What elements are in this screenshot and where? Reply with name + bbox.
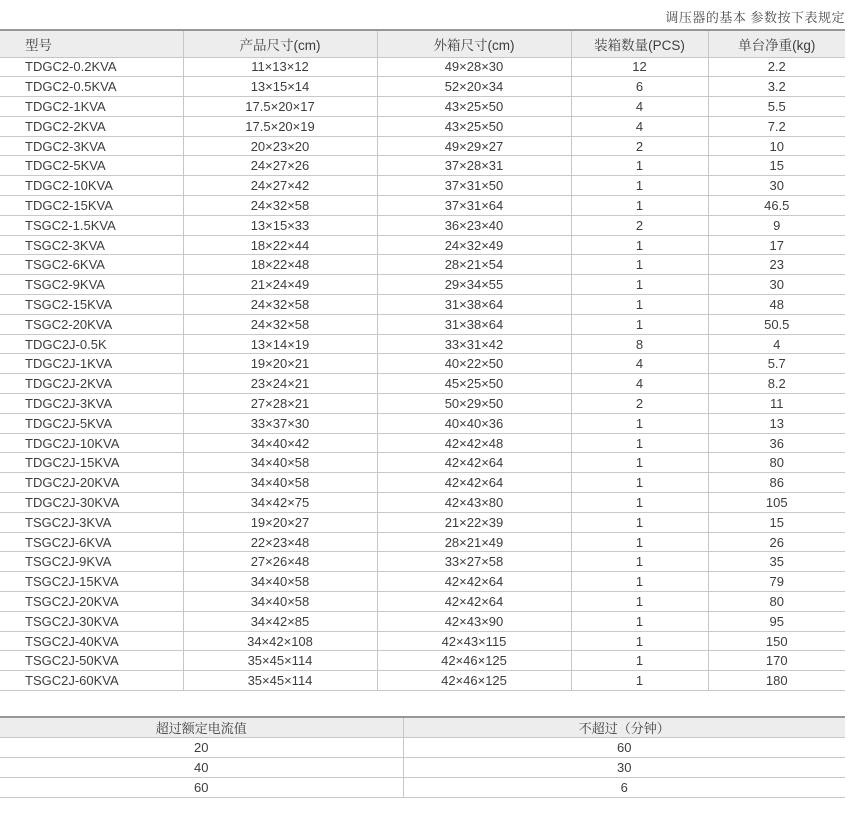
header-row — [0, 30, 845, 57]
cell: 1 — [571, 473, 708, 493]
cell: TDGC2J-1KVA — [0, 354, 183, 374]
cell: 33×31×42 — [377, 334, 571, 354]
cell: 42×42×64 — [377, 592, 571, 612]
cell: 1 — [571, 552, 708, 572]
cell: TSGC2J-30KVA — [0, 611, 183, 631]
table-row — [0, 758, 845, 778]
cell: 1 — [571, 413, 708, 433]
cell: 1 — [571, 255, 708, 275]
cell: 33×37×30 — [183, 413, 377, 433]
cell: 13×15×33 — [183, 215, 377, 235]
cell: 42×42×64 — [377, 453, 571, 473]
cell: 37×28×31 — [377, 156, 571, 176]
cell: TSGC2J-50KVA — [0, 651, 183, 671]
cell: 19×20×21 — [183, 354, 377, 374]
cell: 19×20×27 — [183, 512, 377, 532]
cell: 35×45×114 — [183, 671, 377, 691]
cell: 37×31×50 — [377, 176, 571, 196]
table-row — [0, 778, 845, 798]
cell: 60 — [403, 738, 845, 758]
table-row — [0, 374, 845, 394]
cell: 34×42×108 — [183, 631, 377, 651]
cell: 11×13×12 — [183, 57, 377, 77]
cell: TDGC2-2KVA — [0, 116, 183, 136]
cell: TSGC2J-6KVA — [0, 532, 183, 552]
cell: 1 — [571, 314, 708, 334]
cell: 17.5×20×19 — [183, 116, 377, 136]
cell: TSGC2-9KVA — [0, 275, 183, 295]
cell: 30 — [708, 176, 845, 196]
table-row — [0, 631, 845, 651]
cell: 1 — [571, 275, 708, 295]
cell: TDGC2-5KVA — [0, 156, 183, 176]
cell: TDGC2-1KVA — [0, 97, 183, 117]
column-header-max-minutes: 不超过（分钟） — [403, 717, 845, 738]
cell: 4 — [571, 354, 708, 374]
cell: 45×25×50 — [377, 374, 571, 394]
column-header-packing-qty: 装箱数量(PCS) — [571, 30, 708, 57]
cell: 20 — [0, 738, 403, 758]
cell: 11 — [708, 394, 845, 414]
cell: 34×40×58 — [183, 592, 377, 612]
cell: 1 — [571, 572, 708, 592]
cell: 1 — [571, 295, 708, 315]
cell: 15 — [708, 156, 845, 176]
table-row — [0, 592, 845, 612]
cell: TDGC2J-30KVA — [0, 493, 183, 513]
cell: TDGC2-0.2KVA — [0, 57, 183, 77]
cell: 34×40×58 — [183, 453, 377, 473]
table-row — [0, 671, 845, 691]
cell: TSGC2J-3KVA — [0, 512, 183, 532]
table-row — [0, 532, 845, 552]
table-row — [0, 314, 845, 334]
cell: 1 — [571, 176, 708, 196]
cell: 23×24×21 — [183, 374, 377, 394]
cell: 5.5 — [708, 97, 845, 117]
cell: 3.2 — [708, 77, 845, 97]
cell: 8 — [571, 334, 708, 354]
cell: TSGC2-3KVA — [0, 235, 183, 255]
cell: TDGC2-10KVA — [0, 176, 183, 196]
cell: 150 — [708, 631, 845, 651]
table-row — [0, 493, 845, 513]
table-row — [0, 77, 845, 97]
cell: TSGC2-1.5KVA — [0, 215, 183, 235]
cell: 34×40×58 — [183, 572, 377, 592]
cell: TSGC2J-40KVA — [0, 631, 183, 651]
table-row — [0, 651, 845, 671]
cell: 24×27×26 — [183, 156, 377, 176]
cell: 33×27×58 — [377, 552, 571, 572]
cell: 49×28×30 — [377, 57, 571, 77]
cell: 2 — [571, 136, 708, 156]
cell: TDGC2J-10KVA — [0, 433, 183, 453]
table-row — [0, 552, 845, 572]
table-row — [0, 116, 845, 136]
cell: 27×26×48 — [183, 552, 377, 572]
cell: 37×31×64 — [377, 196, 571, 216]
overload-table-header — [0, 717, 845, 738]
cell: 49×29×27 — [377, 136, 571, 156]
cell: 15 — [708, 512, 845, 532]
overload-table — [0, 716, 845, 798]
cell: 35×45×114 — [183, 651, 377, 671]
cell: 9 — [708, 215, 845, 235]
cell: 1 — [571, 592, 708, 612]
cell: 13×14×19 — [183, 334, 377, 354]
cell: 7.2 — [708, 116, 845, 136]
cell: 42×46×125 — [377, 671, 571, 691]
column-header-carton-size: 外箱尺寸(cm) — [377, 30, 571, 57]
cell: TDGC2J-20KVA — [0, 473, 183, 493]
cell: 50.5 — [708, 314, 845, 334]
cell: 105 — [708, 493, 845, 513]
cell: TSGC2J-60KVA — [0, 671, 183, 691]
cell: 34×42×75 — [183, 493, 377, 513]
cell: 23 — [708, 255, 845, 275]
cell: TDGC2J-5KVA — [0, 413, 183, 433]
table-row — [0, 196, 845, 216]
cell: 30 — [708, 275, 845, 295]
cell: TSGC2-6KVA — [0, 255, 183, 275]
cell: 34×40×42 — [183, 433, 377, 453]
cell: 180 — [708, 671, 845, 691]
cell: 20×23×20 — [183, 136, 377, 156]
cell: 42×42×48 — [377, 433, 571, 453]
cell: TDGC2-15KVA — [0, 196, 183, 216]
column-header-product-size: 产品尺寸(cm) — [183, 30, 377, 57]
cell: 1 — [571, 433, 708, 453]
cell: 4 — [571, 116, 708, 136]
cell: 42×43×115 — [377, 631, 571, 651]
cell: 10 — [708, 136, 845, 156]
cell: 42×42×64 — [377, 473, 571, 493]
cell: 80 — [708, 592, 845, 612]
cell: 29×34×55 — [377, 275, 571, 295]
column-header-net-weight: 单台净重(kg) — [708, 30, 845, 57]
cell: 60 — [0, 778, 403, 798]
cell: 12 — [571, 57, 708, 77]
cell: 50×29×50 — [377, 394, 571, 414]
table-row — [0, 413, 845, 433]
cell: 30 — [403, 758, 845, 778]
cell: 36 — [708, 433, 845, 453]
cell: 1 — [571, 453, 708, 473]
cell: 1 — [571, 631, 708, 651]
table-row — [0, 433, 845, 453]
cell: 24×32×58 — [183, 314, 377, 334]
table-row — [0, 97, 845, 117]
table-row — [0, 136, 845, 156]
column-header-model: 型号 — [0, 30, 183, 57]
table-row — [0, 394, 845, 414]
cell: 28×21×49 — [377, 532, 571, 552]
cell: 24×32×49 — [377, 235, 571, 255]
cell: 21×24×49 — [183, 275, 377, 295]
table-row — [0, 572, 845, 592]
cell: 26 — [708, 532, 845, 552]
cell: 2.2 — [708, 57, 845, 77]
cell: 80 — [708, 453, 845, 473]
cell: 6 — [403, 778, 845, 798]
cell: 17.5×20×17 — [183, 97, 377, 117]
cell: 42×43×80 — [377, 493, 571, 513]
table-row — [0, 295, 845, 315]
table-row — [0, 354, 845, 374]
cell: 46.5 — [708, 196, 845, 216]
cell: 2 — [571, 215, 708, 235]
cell: 48 — [708, 295, 845, 315]
cell: 95 — [708, 611, 845, 631]
cell: 13 — [708, 413, 845, 433]
overload-table-body — [0, 738, 845, 798]
table-row — [0, 473, 845, 493]
cell: 40×40×36 — [377, 413, 571, 433]
table-row — [0, 611, 845, 631]
table-row — [0, 57, 845, 77]
cell: 86 — [708, 473, 845, 493]
cell: 27×28×21 — [183, 394, 377, 414]
cell: 24×32×58 — [183, 196, 377, 216]
spec-table — [0, 29, 845, 691]
cell: 5.7 — [708, 354, 845, 374]
spec-table-header — [0, 30, 845, 57]
cell: TDGC2-0.5KVA — [0, 77, 183, 97]
cell: 1 — [571, 156, 708, 176]
table-row — [0, 255, 845, 275]
cell: 28×21×54 — [377, 255, 571, 275]
cell: 31×38×64 — [377, 295, 571, 315]
table-row — [0, 738, 845, 758]
cell: 1 — [571, 512, 708, 532]
spec-table-body — [0, 57, 845, 691]
cell: 1 — [571, 611, 708, 631]
cell: 21×22×39 — [377, 512, 571, 532]
header-row — [0, 717, 845, 738]
cell: 1 — [571, 493, 708, 513]
cell: 31×38×64 — [377, 314, 571, 334]
cell: 43×25×50 — [377, 116, 571, 136]
cell: TSGC2-15KVA — [0, 295, 183, 315]
page-title: 调压器的基本 参数按下表规定 — [665, 10, 845, 25]
cell: 36×23×40 — [377, 215, 571, 235]
cell: 1 — [571, 651, 708, 671]
cell: 4 — [571, 374, 708, 394]
column-header-over-rated-current: 超过额定电流值 — [0, 717, 403, 738]
cell: TSGC2J-15KVA — [0, 572, 183, 592]
cell: 18×22×44 — [183, 235, 377, 255]
cell: 42×46×125 — [377, 651, 571, 671]
cell: 79 — [708, 572, 845, 592]
cell: 34×42×85 — [183, 611, 377, 631]
cell: 40 — [0, 758, 403, 778]
table-row — [0, 275, 845, 295]
cell: 1 — [571, 196, 708, 216]
table-row — [0, 215, 845, 235]
cell: 22×23×48 — [183, 532, 377, 552]
cell: 8.2 — [708, 374, 845, 394]
cell: 40×22×50 — [377, 354, 571, 374]
table-row — [0, 176, 845, 196]
cell: TSGC2J-9KVA — [0, 552, 183, 572]
cell: TDGC2J-2KVA — [0, 374, 183, 394]
table-row — [0, 235, 845, 255]
cell: 1 — [571, 671, 708, 691]
table-row — [0, 156, 845, 176]
cell: 35 — [708, 552, 845, 572]
cell: 42×43×90 — [377, 611, 571, 631]
cell: 34×40×58 — [183, 473, 377, 493]
cell: 4 — [708, 334, 845, 354]
cell: 2 — [571, 394, 708, 414]
cell: 18×22×48 — [183, 255, 377, 275]
cell: TDGC2J-15KVA — [0, 453, 183, 473]
cell: TDGC2J-0.5K — [0, 334, 183, 354]
table-row — [0, 334, 845, 354]
cell: 1 — [571, 235, 708, 255]
cell: 13×15×14 — [183, 77, 377, 97]
cell: 4 — [571, 97, 708, 117]
cell: 42×42×64 — [377, 572, 571, 592]
cell: 24×27×42 — [183, 176, 377, 196]
cell: TDGC2J-3KVA — [0, 394, 183, 414]
table-row — [0, 453, 845, 473]
table-row — [0, 512, 845, 532]
cell: 170 — [708, 651, 845, 671]
cell: TDGC2-3KVA — [0, 136, 183, 156]
cell: 43×25×50 — [377, 97, 571, 117]
cell: TSGC2J-20KVA — [0, 592, 183, 612]
cell: 1 — [571, 532, 708, 552]
cell: 6 — [571, 77, 708, 97]
cell: TSGC2-20KVA — [0, 314, 183, 334]
cell: 17 — [708, 235, 845, 255]
cell: 24×32×58 — [183, 295, 377, 315]
cell: 52×20×34 — [377, 77, 571, 97]
